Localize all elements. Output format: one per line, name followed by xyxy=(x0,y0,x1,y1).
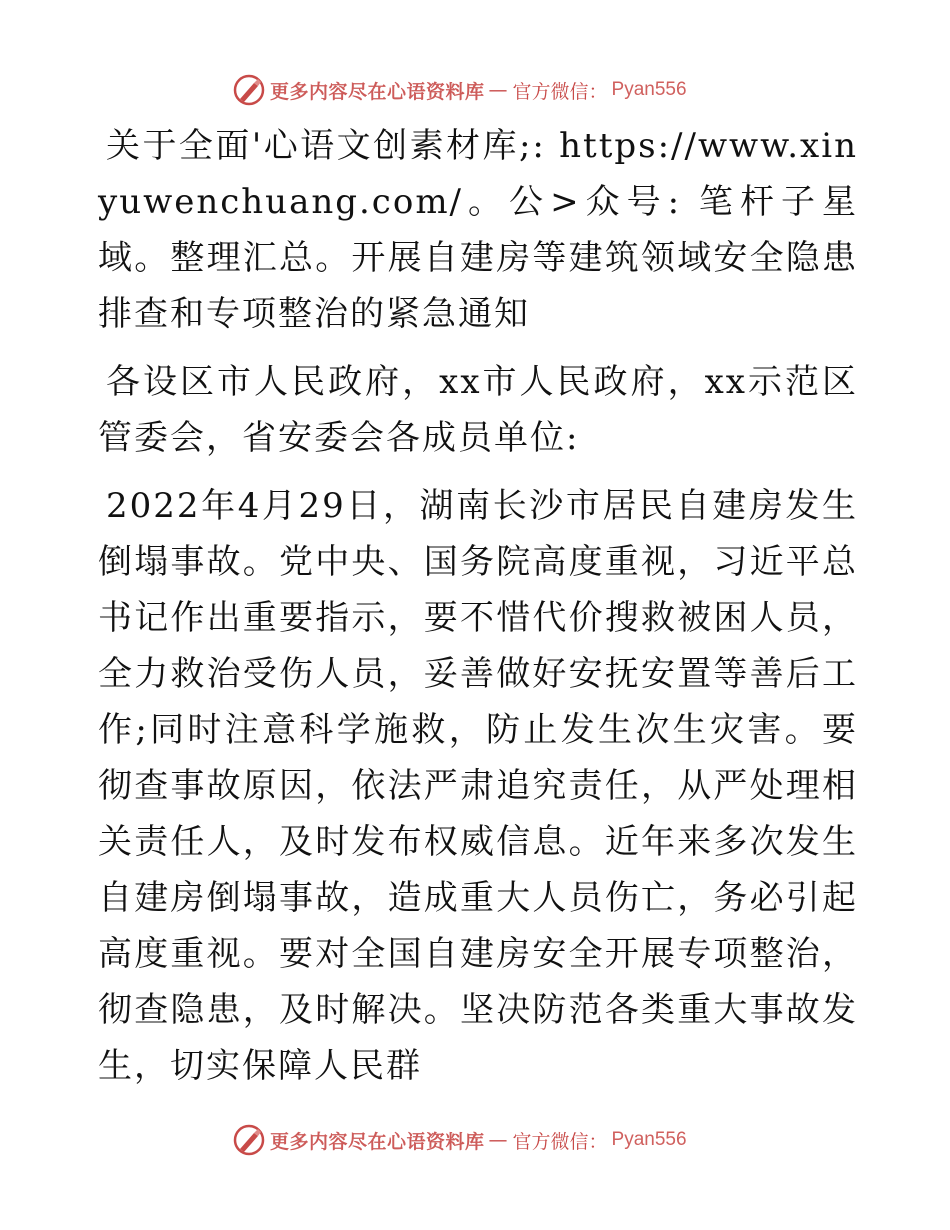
footer-wechat-id: Pyan556 xyxy=(611,1129,687,1150)
header-wechat-id: Pyan556 xyxy=(611,79,687,100)
pen-logo-icon xyxy=(232,1123,266,1157)
footer-watermark-banner xyxy=(232,1122,687,1158)
pen-logo-icon xyxy=(232,73,266,107)
footer-wechat-label: 官方微信： xyxy=(512,1130,608,1153)
header-wechat-label: 官方微信： xyxy=(512,80,608,103)
document-body-paragraph: 2022年4月29日，湖南长沙市居民自建房发生倒塌事故。党中央、国务院高度重视，习近平总书记作出重要指示，要不惜代价搜救被困人员，全力救治受伤人员，妥善做好安抚安置等善后工作;同时注意科学施救，防止发生次生灾害。要彻查事故原因，依法严肃追究责任，从严处理相关责任人，及时发布权威信息。近年来多次发生自建房倒塌事故，造成重大人员伤亡，务必引起高度重视。要对全国自建房安全开展专项整治，彻查隐患，及时解决。坚决防范各类重大事故发生，切实保障人民群 xyxy=(98,486,858,1086)
document-title: 关于全面'心语文创素材库;: https://www.xinyuwenchuang.com/。公>众号: 笔杆子星域。整理汇总。开展自建房等建筑领域安全隐患排查和专项整治的紧急通知 xyxy=(98,126,858,334)
document-body xyxy=(98,118,858,1106)
footer-brand-text: 更多内容尽在心语资料库 xyxy=(270,1130,485,1153)
header-separator: — xyxy=(488,79,509,101)
header-brand-text: 更多内容尽在心语资料库 xyxy=(270,80,485,103)
footer-separator: — xyxy=(488,1129,509,1151)
document-salutation: 各设区市人民政府，xx市人民政府，xx示范区管委会，省安委会各成员单位: xyxy=(98,362,858,458)
header-watermark-banner xyxy=(232,72,687,108)
